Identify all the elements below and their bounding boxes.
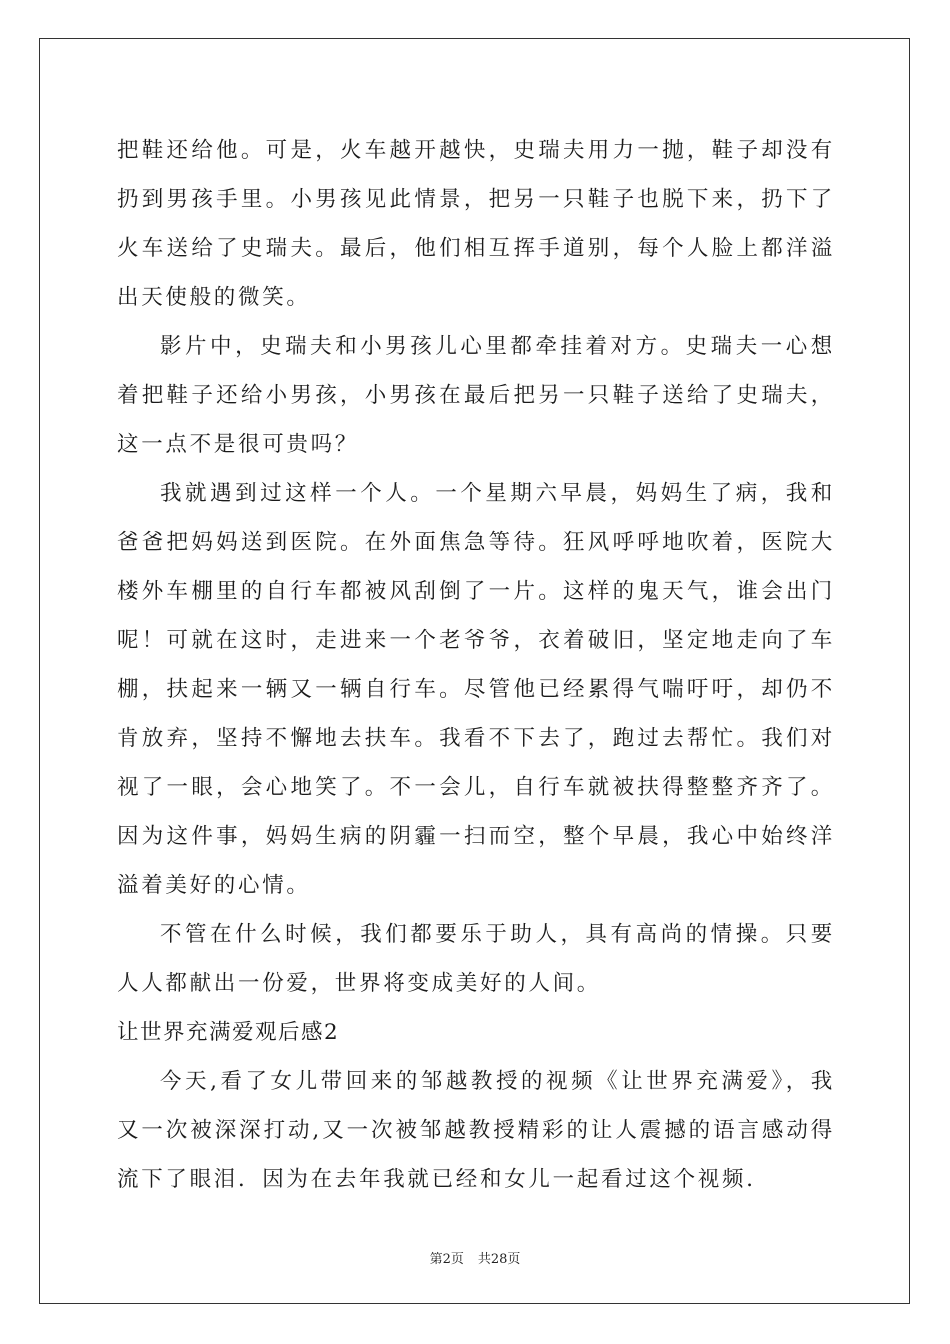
paragraph-1: 把鞋还给他。可是，火车越开越快，史瑞夫用力一抛，鞋子却没有扔到男孩手里。小男孩见此情景，把另一只鞋子也脱下来，扔下了火车送给了史瑞夫。最后，他们相互挥手道别，每个人脸上都洋溢出天使般的微笑。 [117,138,835,310]
section-heading: 让世界充满爱观后感2 [117,1020,340,1045]
paragraph-3: 我就遇到过这样一个人。一个星期六早晨，妈妈生了病，我和爸爸把妈妈送到医院。在外面焦急等待。狂风呼呼地吹着，医院大楼外车棚里的自行车都被风刮倒了一片。这样的鬼天气，谁会出门呢！可就在这时，走进来一个老爷爷，衣着破旧，坚定地走向了车棚，扶起来一辆又一辆自行车。尽管他已经累得气喘吁吁，却仍不肯放弃，坚持不懈地去扶车。我看不下去了，跑过去帮忙。我们对视了一眼，会心地笑了。不一会儿，自行车就被扶得整整齐齐了。因为这件事，妈妈生病的阴霾一扫而空，整个早晨，我心中始终洋溢着美好的心情。 [117,481,835,898]
document-body [117,126,835,1204]
paragraph-5: 今天,看了女儿带回来的邹越教授的视频《让世界充满爱》，我又一次被深深打动,又一次被邹越教授精彩的让人震撼的语言感动得流下了眼泪．因为在去年我就已经和女儿一起看过这个视频． [117,1069,835,1192]
paragraph-2: 影片中，史瑞夫和小男孩儿心里都牵挂着对方。史瑞夫一心想着把鞋子还给小男孩，小男孩在最后把另一只鞋子送给了史瑞夫，这一点不是很可贵吗？ [117,334,835,457]
page-number: 第2页 [429,1252,464,1267]
page-footer [0,1248,950,1267]
page-total: 共28页 [477,1252,521,1267]
paragraph-4: 不管在什么时候，我们都要乐于助人，具有高尚的情操。只要人人都献出一份爱，世界将变成美好的人间。 [117,922,835,996]
